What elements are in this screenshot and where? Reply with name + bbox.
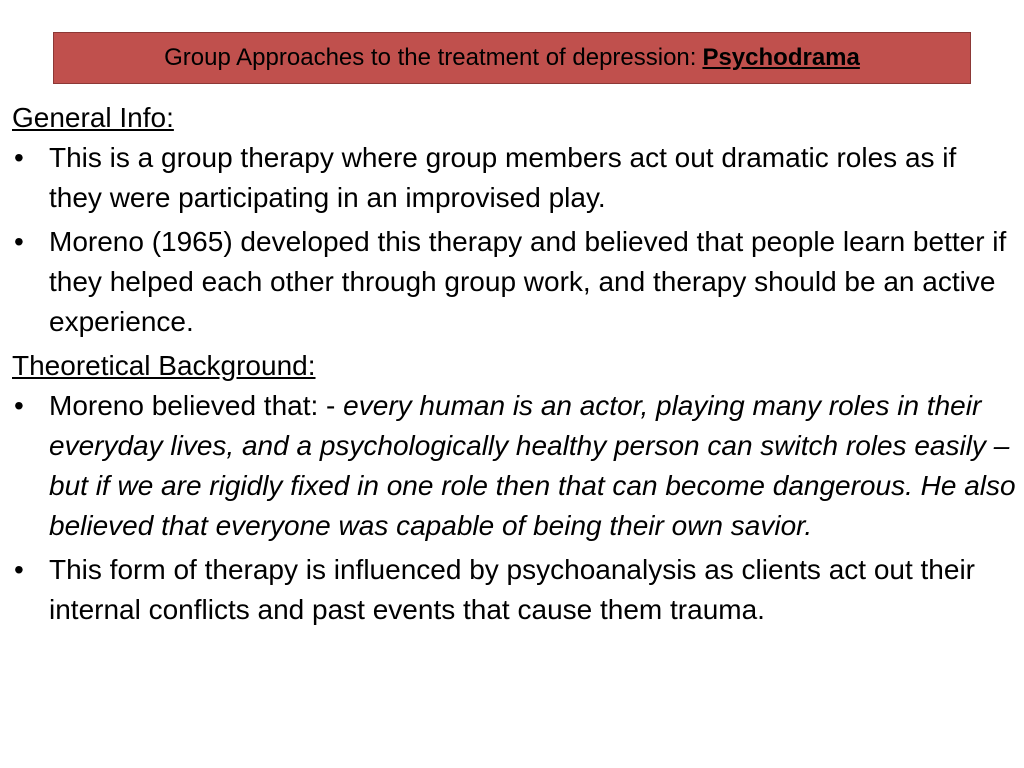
list-item	[12, 550, 1016, 630]
general-info-list	[12, 138, 1016, 342]
theoretical-background-list	[12, 386, 1016, 630]
list-item	[12, 138, 1016, 218]
list-item	[12, 222, 1016, 342]
section-heading-theoretical-background: Theoretical Background:	[12, 350, 316, 381]
title-emphasis: Psychodrama	[702, 44, 860, 71]
list-item	[12, 386, 1016, 546]
section-heading-general-info: General Info:	[12, 102, 174, 133]
bullet-lead-text: Moreno believed that: -	[49, 390, 344, 421]
title-prefix: Group Approaches to the treatment of depression:	[164, 44, 697, 71]
bullet-icon: •	[14, 142, 24, 173]
bullet-italic-text: every human is an actor, playing many roles in their everyday lives, and a psychologically healthy person can switch roles easily – but if we are rigidly fixed in one role then that can become dangerous. He also believed that everyone was capable of being their own savior.	[49, 390, 1016, 541]
bullet-text: Moreno (1965) developed this therapy and believed that people learn better if they helped each other through group work, and therapy should be an active experience.	[49, 226, 1007, 337]
bullet-icon: •	[14, 390, 24, 421]
slide-title	[53, 32, 971, 84]
bullet-text: This form of therapy is influenced by psychoanalysis as clients act out their internal conflicts and past events that cause them trauma.	[49, 554, 975, 625]
bullet-text: This is a group therapy where group members act out dramatic roles as if they were participating in an improvised play.	[49, 142, 957, 213]
bullet-icon: •	[14, 554, 24, 585]
slide-body	[12, 98, 1016, 634]
bullet-icon: •	[14, 226, 24, 257]
